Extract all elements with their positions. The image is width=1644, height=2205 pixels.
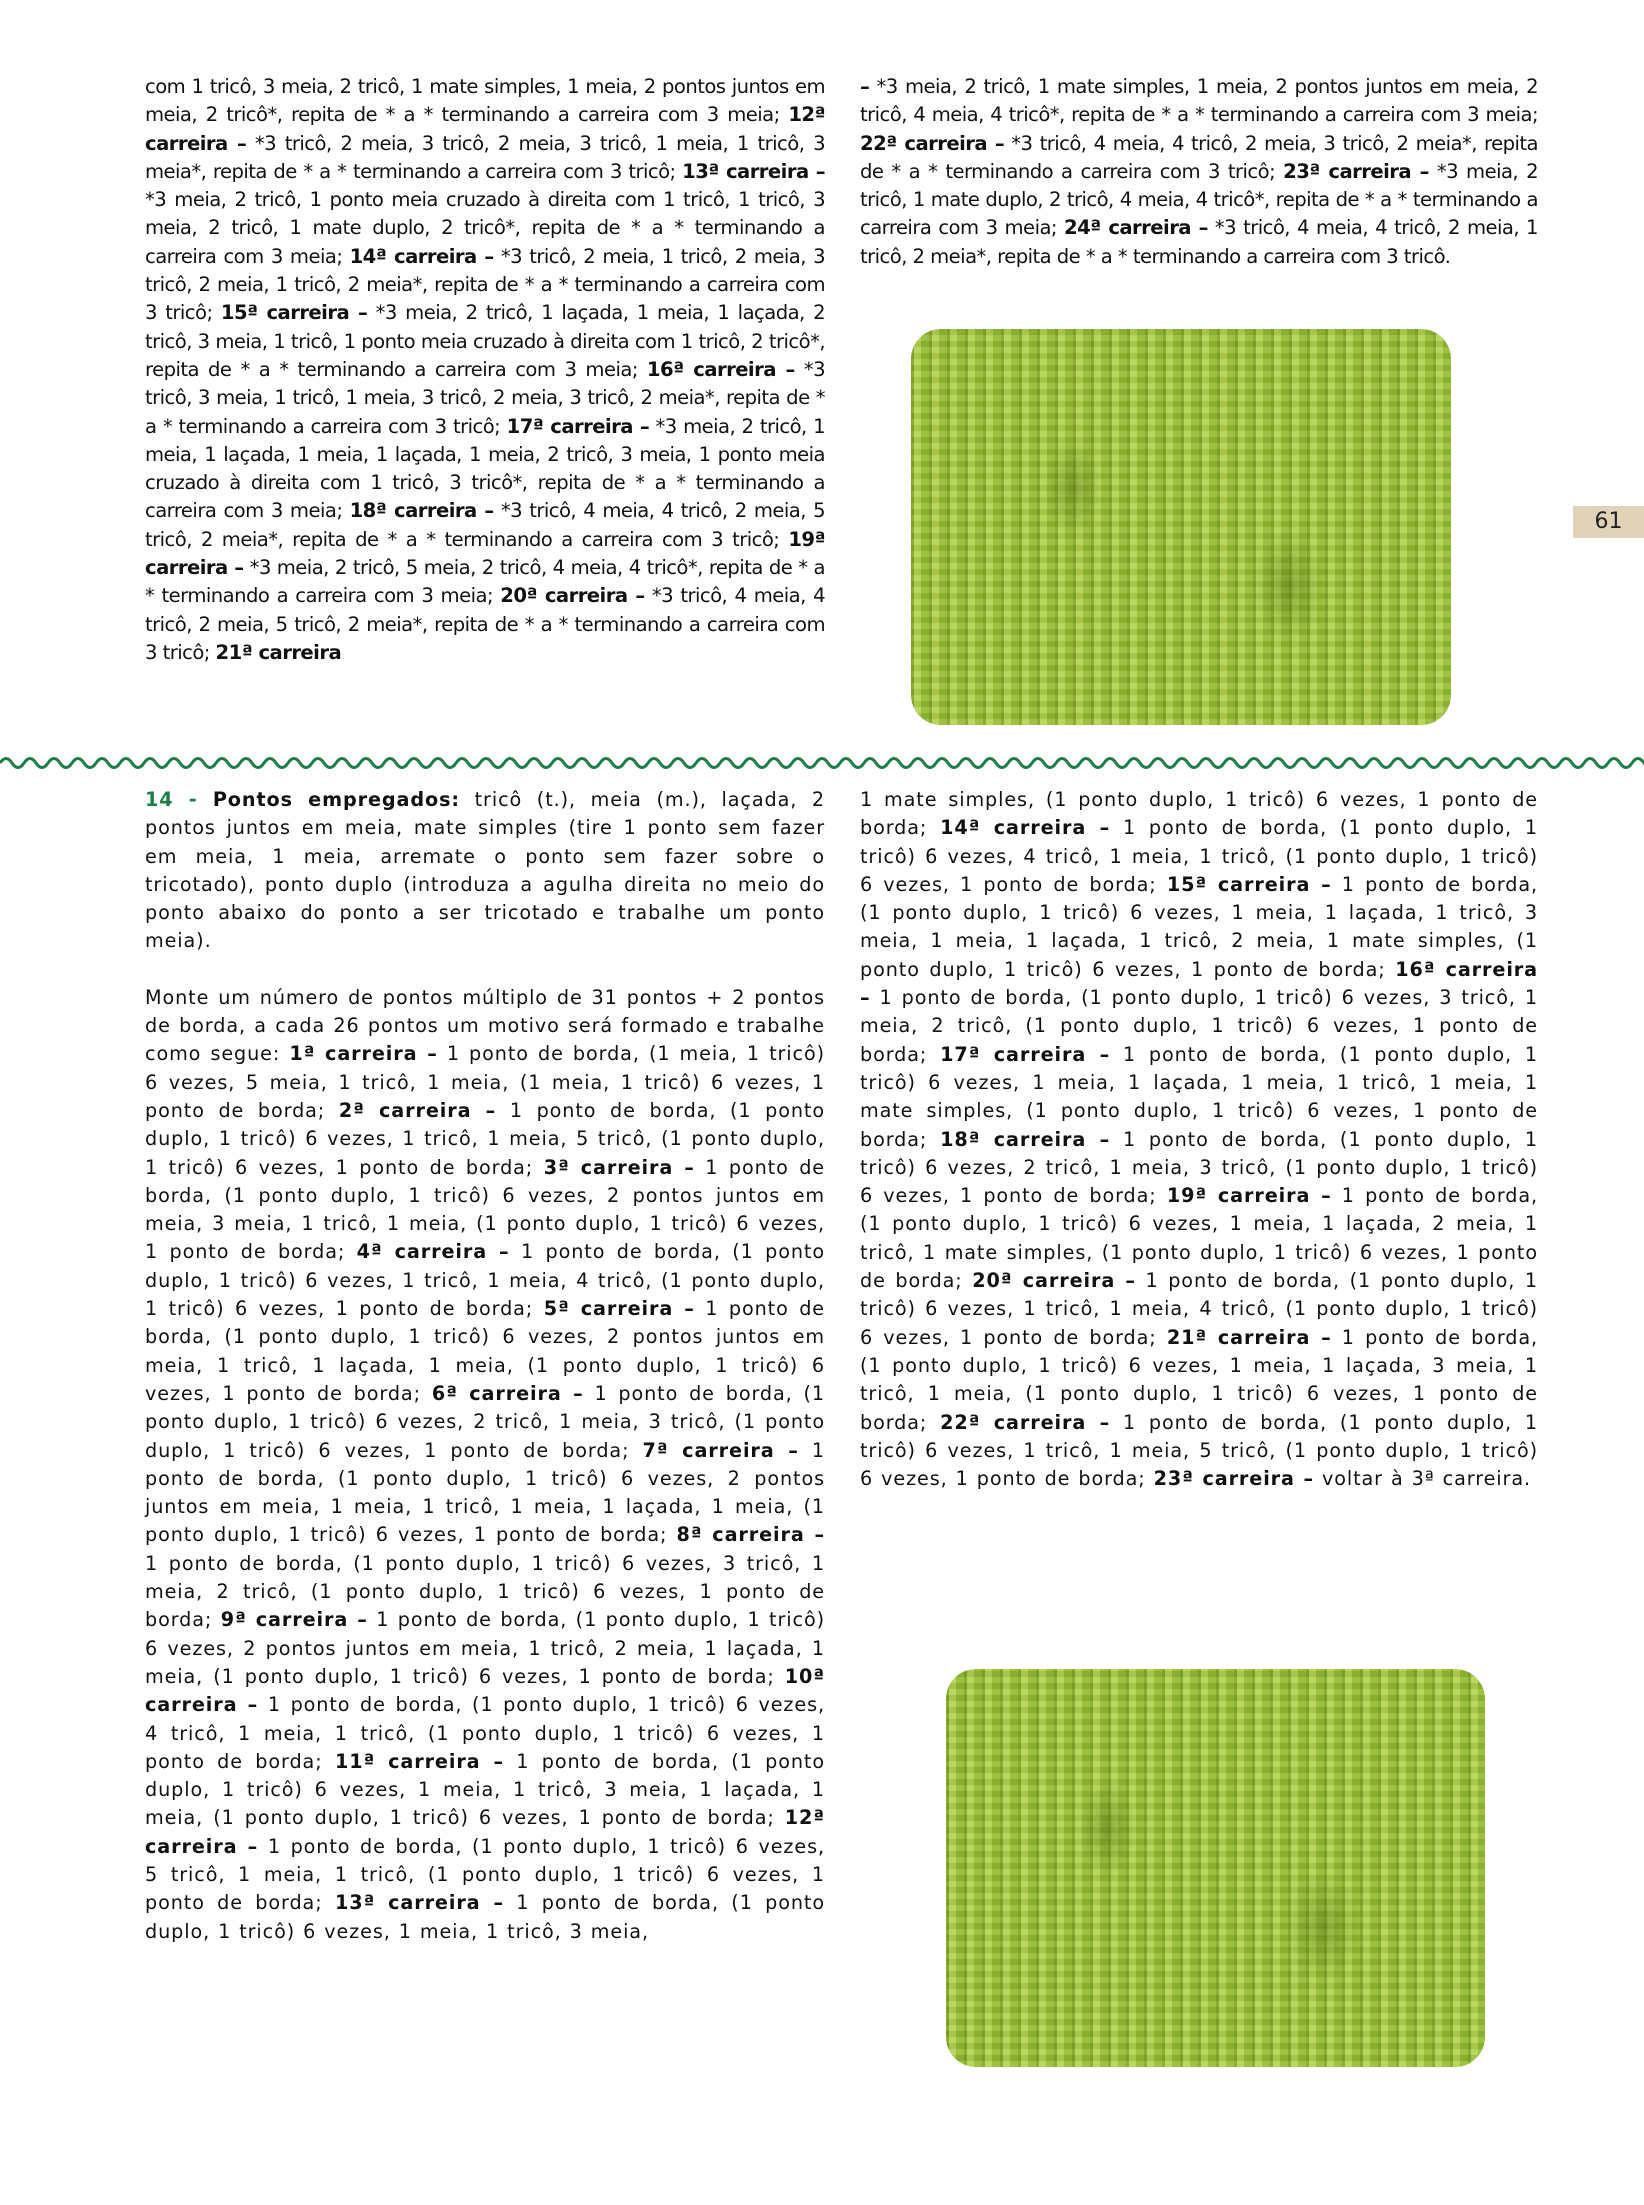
instruction-text: 1 ponto de borda, (1 meia, 1 tricô) 6 vezes, 5 meia, 1 tricô, 1 meia, (1 meia, 1 tricô) 6 vezes, 1 ponto de borda; — [145, 1042, 825, 1122]
instruction-text: 1 ponto de borda, (1 ponto duplo, 1 tricô) 6 vezes, 1 meia, 1 laçada, 2 meia, 1 tricô, 1 mate simples, (1 ponto duplo, 1 tricô) 6 vezes, 1 ponto de borda; — [860, 1184, 1539, 1293]
row-label: – — [860, 75, 870, 98]
instruction-text: 1 ponto de borda, (1 ponto duplo, 1 tricô) 6 vezes, 3 tricô, 1 meia, 2 tricô, (1 ponto duplo, 1 tricô) 6 vezes, 1 ponto de borda; — [145, 1551, 825, 1632]
column-top-left — [145, 73, 825, 667]
instruction-text: 1 ponto de borda, (1 ponto duplo, 1 tricô) 6 vezes, 1 tricô, 1 meia, 5 tricô, (1 ponto duplo, 1 tricô) 6 vezes, 1 ponto de borda; — [860, 1410, 1538, 1491]
instruction-text: 1 ponto de borda, (1 ponto duplo, 1 tricô) 6 vezes, 1 tricô, 1 meia, 4 tricô, (1 ponto duplo, 1 tricô) 6 vezes, 1 ponto de borda; — [145, 1240, 825, 1321]
instruction-text: 1 ponto de borda, (1 ponto duplo, 1 tricô) 6 vezes, 4 tricô, 1 meia, 1 tricô, (1 ponto duplo, 1 tricô) 6 vezes, 1 ponto de borda; — [860, 816, 1538, 896]
row-label: 1ª carreira – — [289, 1042, 438, 1066]
instruction-text: com 1 tricô, 3 meia, 2 tricô, 1 mate simples, 1 meia, 2 pontos juntos em meia, 2 tricô*, repita de * a * terminando a carreira com 3 meia; — [145, 75, 825, 127]
row-label: 13ª carreira – — [334, 1891, 504, 1915]
row-label: 16ª carreira – — [646, 357, 795, 381]
instruction-text: 1 ponto de borda, (1 ponto duplo, 1 tricô) 6 vezes, 1 meia, 1 tricô, 3 meia, — [145, 1891, 825, 1943]
row-label: 13ª carreira – — [682, 159, 826, 183]
row-label: 9ª carreira – — [220, 1608, 368, 1632]
instruction-text: *3 tricô, 3 meia, 1 tricô, 1 meia, 3 tricô, 2 meia, 3 tricô, 2 meia*, repita de * a * terminando a carreira com 3 tricô; — [145, 357, 825, 438]
row-label: 16ª carreira – — [860, 957, 1539, 1010]
instruction-text: 1 ponto de borda, (1 ponto duplo, 1 tricô) 6 vezes, 1 tricô, 1 meia, 4 tricô, (1 ponto duplo, 1 tricô) 6 vezes, 1 ponto de borda; — [860, 1269, 1538, 1349]
row-label: 23ª carreira – — [1153, 1467, 1314, 1491]
row-label: 24ª carreira – — [1064, 216, 1208, 240]
knit-swatch-photo-top — [911, 329, 1451, 725]
instruction-text: 1 ponto de borda, (1 ponto duplo, 1 tricô) 6 vezes, 2 pontos juntos em meia, 3 meia, 1 tricô, 1 meia, (1 ponto duplo, 1 tricô) 6 vezes, 1 ponto de borda; — [145, 1155, 826, 1264]
instruction-text: *3 tricô, 4 meia, 4 tricô, 2 meia, 5 tricô, 2 meia*, repita de * a * terminando a carreira com 3 tricô; — [145, 499, 825, 551]
instruction-text: *3 meia, 2 tricô, 1 mate duplo, 2 tricô, 4 meia, 4 tricô*, repita de * a * terminando a carreira com 3 meia; — [860, 159, 1539, 240]
row-label: 4ª carreira – — [356, 1240, 510, 1264]
row-label: 15ª carreira – — [220, 301, 368, 325]
instruction-text: 1 ponto de borda, (1 ponto duplo, 1 tricô) 6 vezes, 3 tricô, 1 meia, 2 tricô, (1 ponto duplo, 1 tricô) 6 vezes, 1 ponto de borda; — [860, 986, 1538, 1066]
instruction-text: *3 meia, 2 tricô, 1 ponto meia cruzado à direita com 1 tricô, 1 tricô, 3 meia, 2 tricô, 1 mate duplo, 2 tricô*, repita de * a * terminando a carreira com 3 meia; — [145, 188, 825, 268]
row-label: 22ª carreira – — [860, 131, 1005, 155]
row-label: 21ª carreira — [215, 640, 342, 664]
row-label: 21ª carreira – — [1166, 1325, 1332, 1349]
row-label: 18ª carreira – — [349, 499, 494, 523]
row-label: 3ª carreira – — [543, 1155, 695, 1179]
row-label: Pontos empregados: — [212, 788, 460, 811]
row-label: 20ª carreira – — [972, 1269, 1136, 1293]
pattern-number: 14 - — [145, 788, 213, 811]
instruction-text: *3 tricô, 2 meia, 1 tricô, 2 meia, 3 tricô, 2 meia, 1 tricô, 2 meia*, repita de * a * terminando a carreira com 3 tricô; — [145, 244, 825, 325]
instruction-text: *3 meia, 2 tricô, 1 mate simples, 1 meia, 2 pontos juntos em meia, 2 tricô, 4 meia, 4 tricô*, repita de * a * terminando a carreira com 3 meia; — [860, 75, 1538, 127]
row-label: 17ª carreira – — [940, 1042, 1111, 1066]
instruction-text: 1 ponto de borda, (1 ponto duplo, 1 tricô) 6 vezes, 2 pontos juntos em meia, 1 tricô, 2 meia, 1 laçada, 1 meia, (1 ponto duplo, 1 tricô) 6 vezes, 1 ponto de borda; — [145, 1608, 825, 1688]
row-label: 18ª carreira – — [940, 1127, 1111, 1151]
instruction-text: 1 ponto de borda, (1 ponto duplo, 1 tricô) 6 vezes, 1 tricô, 1 meia, 5 tricô, (1 ponto duplo, 1 tricô) 6 vezes, 1 ponto de borda; — [145, 1098, 825, 1179]
instruction-text: *3 meia, 2 tricô, 1 meia, 1 laçada, 1 meia, 1 laçada, 1 meia, 2 tricô, 3 meia, 1 ponto meia cruzado à direita com 1 tricô, 3 tricô*, repita de * a * terminando a carreira com 3 meia; — [145, 414, 826, 523]
row-label: 19ª carreira – — [1166, 1184, 1332, 1208]
instruction-text: *3 tricô, 2 meia, 3 tricô, 2 meia, 3 tricô, 1 meia, 1 tricô, 3 meia*, repita de * a * terminando a carreira com 3 tricô; — [145, 131, 825, 183]
instruction-text: voltar à 3ª carreira. — [1313, 1467, 1531, 1491]
instruction-text: 1 mate simples, (1 ponto duplo, 1 tricô) 6 vezes, 1 ponto de borda; — [860, 788, 1538, 840]
row-label: 23ª carreira – — [1283, 159, 1429, 183]
row-label: 8ª carreira – — [676, 1523, 826, 1547]
instruction-text: 1 ponto de borda, (1 ponto duplo, 1 tricô) 6 vezes, 5 tricô, 1 meia, 1 tricô, (1 ponto duplo, 1 tricô) 6 vezes, 1 ponto de borda; — [145, 1834, 825, 1915]
row-label: 14ª carreira – — [940, 816, 1111, 840]
instruction-text: 1 ponto de borda, (1 ponto duplo, 1 tricô) 6 vezes, 1 meia, 1 tricô, 3 meia, 1 laçada, 1 meia, (1 ponto duplo, 1 tricô) 6 vezes, 1 ponto de borda; — [145, 1749, 825, 1830]
row-label: 2ª carreira – — [338, 1098, 497, 1122]
instruction-text: *3 meia, 2 tricô, 1 laçada, 1 meia, 1 laçada, 2 tricô, 3 meia, 1 tricô, 1 ponto meia cruzado à direita com 1 tricô, 2 tricô*, repita de * a * terminando a carreira com 3 meia; — [145, 301, 825, 381]
instruction-text: *3 tricô, 4 meia, 4 tricô, 2 meia, 1 tricô, 2 meia*, repita de * a * terminando a carreira com 3 tricô. — [860, 216, 1538, 268]
knit-swatch-photo-bottom — [946, 1669, 1485, 2067]
row-label: 14ª carreira – — [349, 244, 494, 268]
row-label: 22ª carreira – — [940, 1410, 1111, 1434]
instruction-text: 1 ponto de borda, (1 ponto duplo, 1 tricô) 6 vezes, 1 meia, 1 laçada, 1 tricô, 3 meia, 1 meia, 1 laçada, 1 tricô, 2 meia, 1 mate simples, (1 ponto duplo, 1 tricô) 6 vezes, 1 ponto de borda; — [860, 872, 1539, 981]
row-label: 10ª carreira – — [145, 1664, 825, 1717]
instruction-text: 1 ponto de borda, (1 ponto duplo, 1 tricô) 6 vezes, 2 tricô, 1 meia, 3 tricô, (1 ponto duplo, 1 tricô) 6 vezes, 1 ponto de borda; — [860, 1127, 1538, 1208]
instruction-text: 1 ponto de borda, (1 ponto duplo, 1 tricô) 6 vezes, 2 pontos juntos em meia, 1 meia, 1 tricô, 1 meia, 1 laçada, 1 meia, (1 ponto duplo, 1 tricô) 6 vezes, 1 ponto de borda; — [145, 1438, 825, 1547]
page-number: 61 — [1573, 506, 1644, 538]
column-bottom-right — [860, 786, 1538, 1493]
row-label: 12ª carreira – — [145, 103, 825, 155]
instruction-text: tricô (t.), meia (m.), laçada, 2 pontos juntos em meia, mate simples (tire 1 ponto sem fazer em meia, 1 meia, arremate o ponto sem fazer sobre o tricotado), ponto duplo (introduza a agulha direita no meio do ponto abaixo do ponto a ser tricotado e trabalhe um ponto meia). — [145, 788, 825, 953]
row-label: 19ª carreira – — [145, 527, 825, 580]
wavy-divider — [0, 752, 1644, 774]
row-label: 11ª carreira – — [334, 1749, 504, 1773]
column-top-right — [860, 73, 1538, 271]
column-bottom-left — [145, 786, 825, 1946]
row-label: 6ª carreira – — [431, 1381, 584, 1405]
row-label: 5ª carreira – — [543, 1297, 695, 1321]
row-label: 15ª carreira – — [1166, 872, 1332, 896]
instruction-text: 1 ponto de borda, (1 ponto duplo, 1 tricô) 6 vezes, 1 meia, 1 laçada, 1 meia, 1 tricô, 1 meia, 1 mate simples, (1 ponto duplo, 1 tricô) 6 vezes, 1 ponto de borda; — [860, 1042, 1538, 1151]
row-label: 7ª carreira – — [642, 1438, 799, 1462]
instruction-text: 1 ponto de borda, (1 ponto duplo, 1 tricô) 6 vezes, 2 tricô, 1 meia, 3 tricô, (1 ponto duplo, 1 tricô) 6 vezes, 1 ponto de borda; — [145, 1381, 825, 1462]
row-label: 12ª carreira – — [145, 1806, 825, 1858]
instruction-text: *3 tricô, 4 meia, 4 tricô, 2 meia, 5 tricô, 2 meia*, repita de * a * terminando a carreira com 3 tricô; — [145, 584, 825, 664]
row-label: 17ª carreira – — [506, 414, 650, 438]
instruction-text: *3 meia, 2 tricô, 5 meia, 2 tricô, 4 meia, 4 tricô*, repita de * a * terminando a carreira com 3 meia; — [145, 556, 825, 608]
paragraph-break — [145, 956, 825, 984]
instruction-text: 1 ponto de borda, (1 ponto duplo, 1 tricô) 6 vezes, 1 meia, 1 laçada, 3 meia, 1 tricô, 1 meia, (1 ponto duplo, 1 tricô) 6 vezes, 1 ponto de borda; — [860, 1325, 1539, 1434]
instruction-text: *3 tricô, 4 meia, 4 tricô, 2 meia, 3 tricô, 2 meia*, repita de * a * terminando a carreira com 3 tricô; — [860, 131, 1539, 183]
instruction-text: Monte um número de pontos múltiplo de 31 pontos + 2 pontos de borda, a cada 26 pontos um motivo será formado e trabalhe como segue: — [145, 985, 825, 1066]
instruction-text: 1 ponto de borda, (1 ponto duplo, 1 tricô) 6 vezes, 4 tricô, 1 meia, 1 tricô, (1 ponto duplo, 1 tricô) 6 vezes, 1 ponto de borda; — [145, 1693, 825, 1773]
row-label: 20ª carreira – — [500, 584, 645, 608]
instruction-text: 1 ponto de borda, (1 ponto duplo, 1 tricô) 6 vezes, 2 pontos juntos em meia, 1 tricô, 1 laçada, 1 meia, (1 ponto duplo, 1 tricô) 6 vezes, 1 ponto de borda; — [145, 1297, 826, 1405]
